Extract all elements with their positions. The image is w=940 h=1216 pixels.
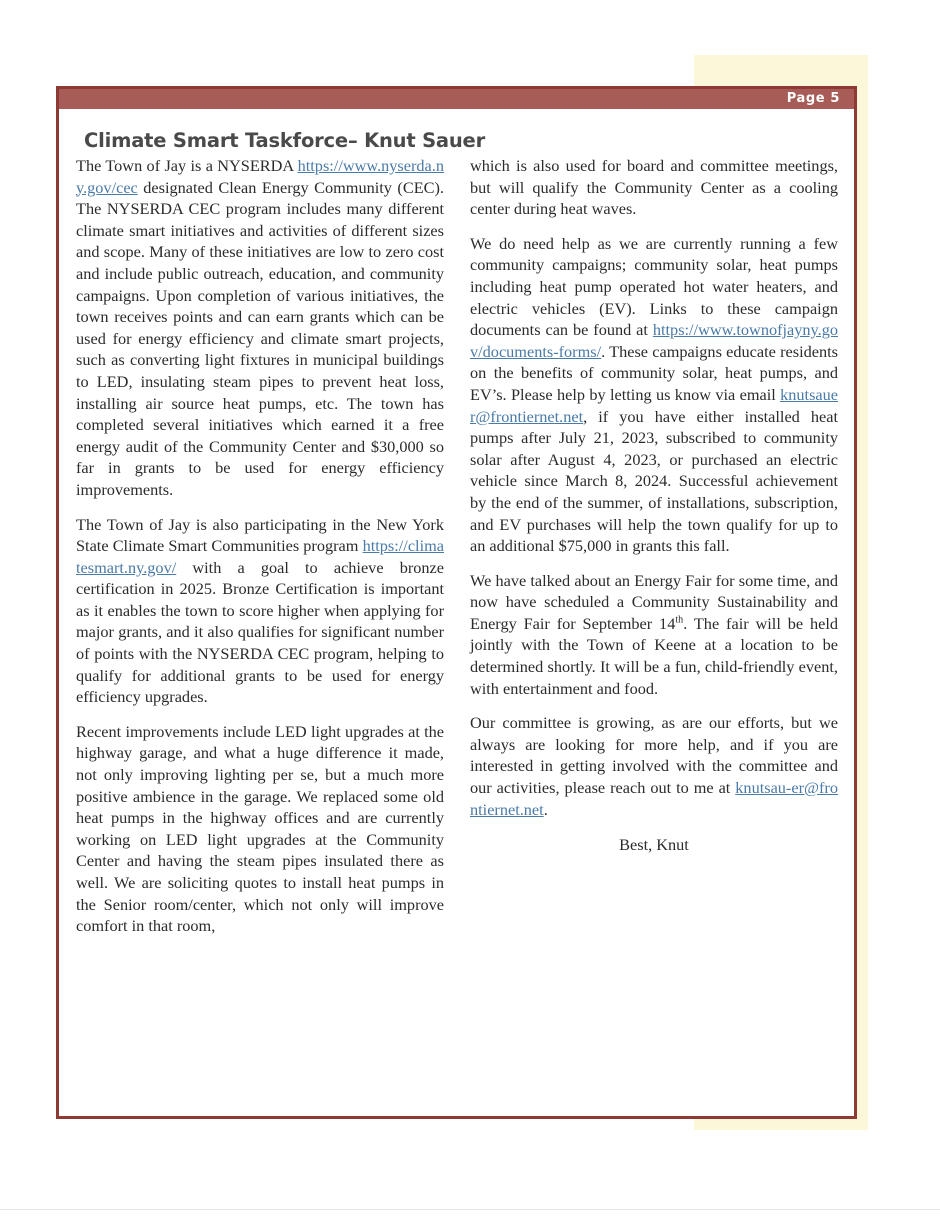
column-left	[76, 155, 444, 1095]
paragraph-left-2-text-a: The Town of Jay is also participating in the New York State Climate Smart Communities program	[76, 514, 444, 556]
link-email-final-part1: knutsau-	[735, 778, 792, 798]
paragraph-right-2-text-a: We do need help as we are currently running a few community campaigns; community solar, heat pumps including heat pump operated hot water heaters, and electric vehicles (EV). Links to these campaign documents can be found at	[470, 233, 838, 340]
paragraph-right-2	[470, 233, 838, 557]
paragraph-left-2-text-b: with a goal to achieve bronze certification in 2025. Bronze Certification is important as it enables the town to score higher when applying for major grants, and it also qualifies for significant number of points with the NYSERDA CEC program, helping to qualify for additional grants to be used for energy efficiency upgrades.	[76, 557, 444, 707]
link-nyserda-cec-part2: www.nyserda.ny.gov/cec	[76, 156, 444, 197]
paragraph-right-4	[470, 712, 838, 820]
link-townofjay-part3: forms/	[558, 341, 602, 361]
paragraph-right-2-text-c: , if you have either installed heat pumps after July 21, 2023, subscribed to community solar after August 4, 2023, or purchased an electric vehicle since March 8, 2024. Successful achievement by the end of the summer, of installations, subscription, and EV purchases will help the town qualify for up to an additional $75,000 in grants this fall.	[470, 406, 838, 556]
link-climatesmart[interactable]: https://climatesmart.ny.gov/	[76, 536, 444, 577]
paragraph-right-2-text-b: . These campaigns educate residents on the benefits of community solar, heat pumps, and EV’s. Please help by letting us know via email	[470, 341, 838, 404]
scan-edge	[0, 1209, 940, 1216]
ordinal-suffix: th	[675, 614, 684, 626]
article-body	[76, 155, 838, 1095]
link-email-knutsauer-inline[interactable]: knutsauer@frontiernet.net	[470, 384, 838, 426]
paragraph-left-3: Recent improvements include LED light upgrades at the highway garage, and what a huge difference it made, not only improving lighting per se, but a much more positive ambience in the garage. We replaced some old heat pumps in the highway offices and are currently working on LED light upgrades at the Community Center and having the steam pipes insulated there as well. We are soliciting quotes to install heat pumps in the Senior room/center, which not only will improve comfort in that room,	[76, 721, 444, 936]
paragraph-left-1-text-a: The Town of Jay is a NYSERDA	[76, 156, 298, 175]
link-nyserda-cec-part1: https://	[297, 156, 343, 175]
paragraph-right-1: which is also used for board and committee meetings, but will qualify the Community Center as a cooling center during heat waves.	[470, 156, 838, 219]
paragraph-right-3-text-b: . The fair will be held jointly with the Town of Keene at a location to be determined shortly. It will be a fun, child-friendly event, with entertainment and food.	[470, 613, 838, 698]
signoff: Best, Knut	[619, 835, 689, 855]
link-townofjay-part1: https://	[652, 320, 699, 340]
paragraph-left-1-text-b: designated Clean Energy Community (CEC). The NYSERDA CEC program includes many different climate smart initiatives and activities of different sizes and scope. Many of these initiatives are low to zero cost and include public outreach, education, and community campaigns. Upon completion of various initiatives, the town receives points and can earn grants which can be used for energy efficiency and climate smart projects, such as converting light fixtures in municipal buildings to LED, insulating steam pipes to prevent heat loss, installing air source heat pumps, etc. The town has completed several initiatives which earned it a free energy audit of the Community Center and $30,000 so far in grants to be used for energy efficiency improvements.	[76, 177, 444, 499]
link-townofjay-part2: www.townofjayny.gov/documents-	[470, 320, 838, 361]
paragraph-left-1	[76, 155, 444, 501]
column-right	[470, 155, 838, 1095]
paragraph-right-4-text-a: Our committee is growing, as are our efforts, but we always are looking for more help, and if you are interested in getting involved with the committee and our activities, please reach out to me at	[470, 713, 838, 798]
paragraph-left-2	[76, 514, 444, 708]
link-email-final-part2: er@frontiernet.net	[470, 778, 838, 819]
page-header-bar	[56, 86, 857, 109]
paragraph-right-3-text-a: We have talked about an Energy Fair for some time, and now have scheduled a Community Sustainability and Energy Fair for September 14	[470, 570, 838, 633]
page-number-label: Page 5	[786, 91, 840, 106]
paragraph-right-4-text-b: .	[543, 799, 548, 819]
paragraph-right-3	[470, 570, 838, 700]
article-title: Climate Smart Taskforce– Knut Sauer	[84, 129, 485, 153]
